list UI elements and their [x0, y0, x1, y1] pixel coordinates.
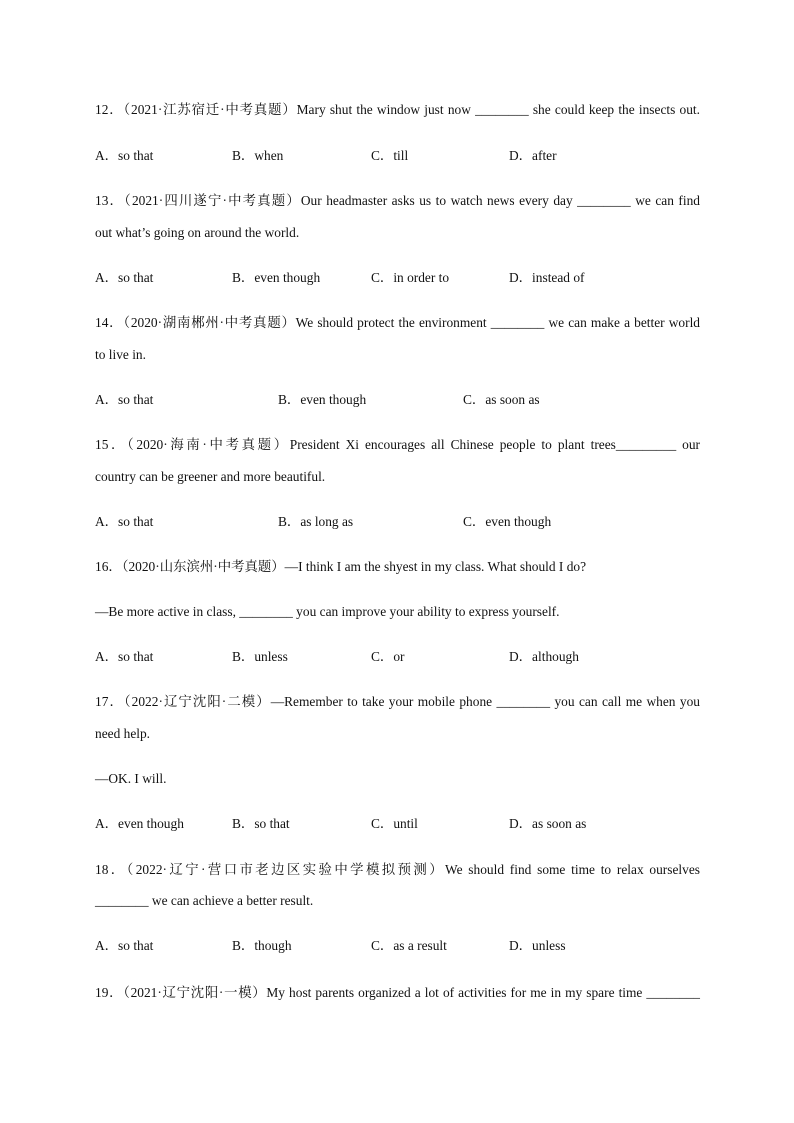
question-16-stem-line-2: —Be more active in class, ________ you can improve your ability to express yourself.: [95, 604, 560, 619]
question-14-stem-line-2: to live in.: [95, 347, 146, 362]
question-16-option-d[interactable]: D．although: [509, 649, 579, 664]
question-13-option-d[interactable]: D．instead of: [509, 270, 585, 285]
question-18-option-a[interactable]: A．so that: [95, 938, 154, 953]
question-15-option-a[interactable]: A．so that: [95, 514, 154, 529]
question-13-stem-line-2: out what’s going on around the world.: [95, 225, 300, 240]
question-17-stem-line-1: 17．（2022·辽宁沈阳·二模）—Remember to take your mobile phone ________ you can call me when you: [95, 694, 700, 709]
question-17-stem-line-2: need help.: [95, 726, 151, 741]
question-15-stem-line-1: 15．（2020·海南·中考真题）President Xi encourages all Chinese people to plant trees_________ our: [95, 437, 700, 452]
question-16-option-b[interactable]: B．unless: [232, 649, 288, 664]
question-15-stem-line-2: country can be greener and more beautiful.: [95, 469, 326, 484]
question-18-option-b[interactable]: B．though: [232, 938, 292, 953]
question-14-option-c[interactable]: C．as soon as: [463, 392, 540, 407]
question-13-option-b[interactable]: B．even though: [232, 270, 321, 285]
question-17-stem-line-3: —OK. I will.: [95, 771, 167, 786]
question-16-option-c[interactable]: C．or: [371, 649, 405, 664]
question-18-option-c[interactable]: C．as a result: [371, 938, 447, 953]
question-13-stem-line-1: 13．（2021·四川遂宁·中考真题）Our headmaster asks us to watch news every day ________ we can find: [95, 193, 700, 208]
question-19-stem-line-1: 19．（2021·辽宁沈阳·一模）My host parents organized a lot of activities for me in my spare time ________: [95, 985, 700, 1000]
document-page: [95, 0, 700, 1123]
question-12-option-a[interactable]: A．so that: [95, 148, 154, 163]
question-12-option-c[interactable]: C．till: [371, 148, 409, 163]
question-13-option-c[interactable]: C．in order to: [371, 270, 450, 285]
question-12-option-d[interactable]: D．after: [509, 148, 557, 163]
question-12-option-b[interactable]: B．when: [232, 148, 284, 163]
question-17-option-a[interactable]: A．even though: [95, 816, 184, 831]
question-18-stem-line-1: 18．（2022·辽宁·营口市老边区实验中学模拟预测）We should find some time to relax ourselves: [95, 862, 700, 877]
question-14-option-b[interactable]: B．even though: [278, 392, 367, 407]
question-17-option-c[interactable]: C．until: [371, 816, 418, 831]
question-16-option-a[interactable]: A．so that: [95, 649, 154, 664]
question-17-option-d[interactable]: D．as soon as: [509, 816, 587, 831]
question-15-option-c[interactable]: C．even though: [463, 514, 552, 529]
question-15-option-b[interactable]: B．as long as: [278, 514, 354, 529]
question-18-stem-line-2: ________ we can achieve a better result.: [95, 893, 314, 908]
question-12-stem: 12．（2021·江苏宿迁·中考真题）Mary shut the window just now ________ she could keep the insects out.: [95, 102, 700, 117]
question-14-option-a[interactable]: A．so that: [95, 392, 154, 407]
question-16-stem-line-1: 16．（2020·山东滨州·中考真题）—I think I am the shyest in my class. What should I do?: [95, 559, 587, 574]
question-17-option-b[interactable]: B．so that: [232, 816, 290, 831]
question-18-option-d[interactable]: D．unless: [509, 938, 566, 953]
question-14-stem-line-1: 14．（2020·湖南郴州·中考真题）We should protect the environment ________ we can make a better world: [95, 315, 700, 330]
question-13-option-a[interactable]: A．so that: [95, 270, 154, 285]
